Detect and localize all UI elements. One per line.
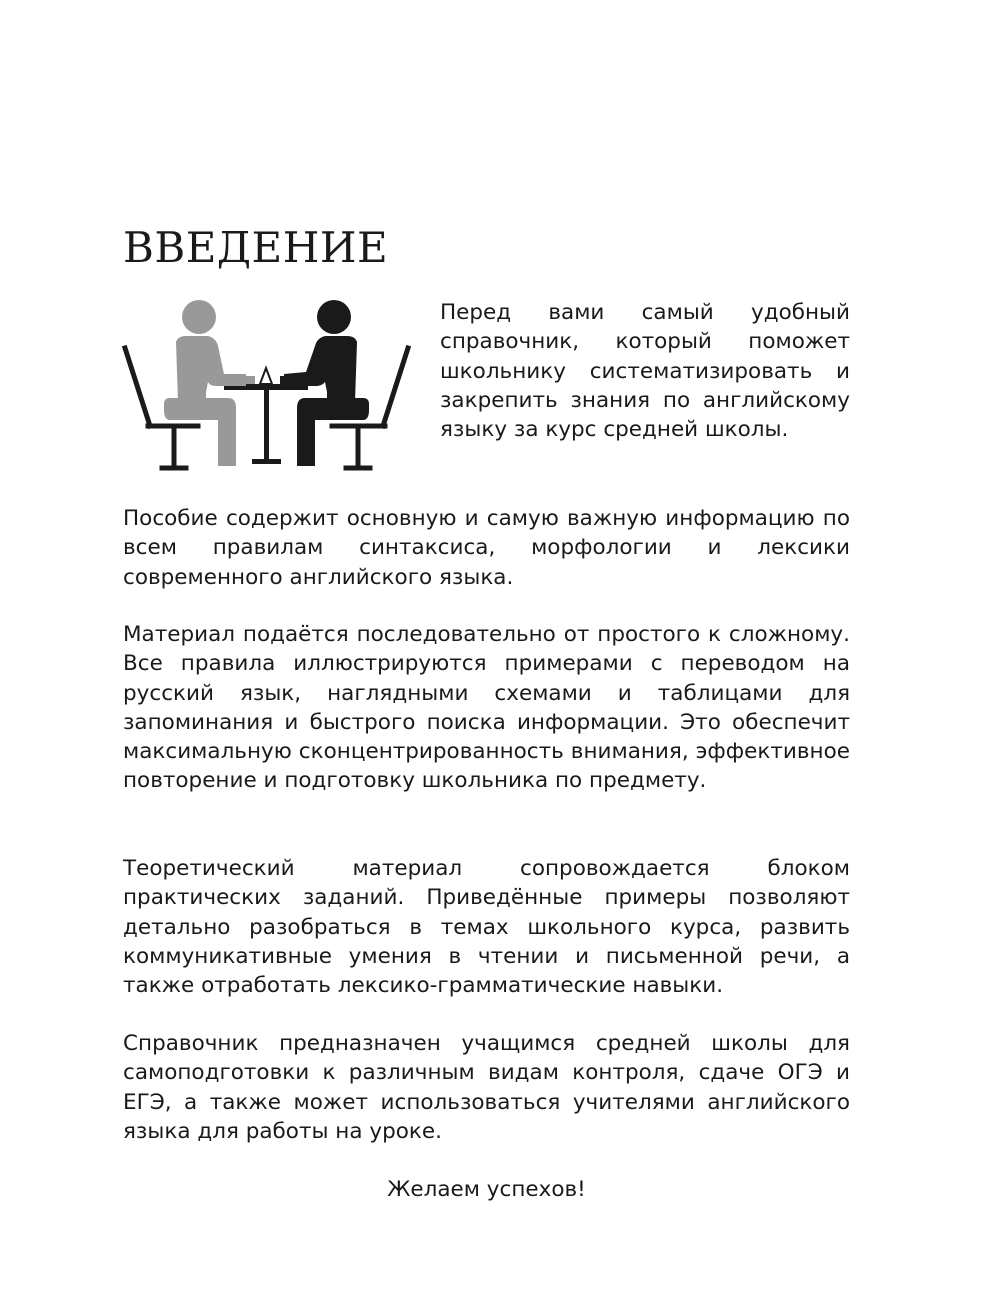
- intro-paragraph: Перед вами самый удобный справочник, который поможет школьнику систематизировать и закрепить знания по английскому языку за курс средней школы.: [440, 300, 850, 443]
- paragraph-2: Материал подаётся последовательно от простого к сложному. Все правила иллюстрируются примерами с переводом на русский язык, наглядными схемами и таблицами для запоминания и быстрого поиска информации. Это обеспечит максимальную сконцентрированность внимания, эффективное повторение и подготовку школьника по предмету.: [123, 622, 850, 794]
- paragraph-4: Справочник предназначен учащимся средней школы для самоподготовки к различным видам контроля, сдаче ОГЭ и ЕГЭ, а также может использоваться учителями английского языка для работы на уроке.: [123, 1031, 850, 1144]
- paragraph-3: Теоретический материал сопровождается блоком практических заданий. Приведённые примеры позволяют детально разобраться в темах школьного курса, развить коммуникативные умения в чтении и письменной речи, а также отработать лексико-грамматические навыки.: [123, 856, 850, 999]
- page-title: ВВЕДЕНИЕ: [123, 223, 389, 272]
- two-people-at-table-icon: [120, 298, 415, 478]
- paragraph-1: Пособие содержит основную и самую важную информацию по всем правилам синтаксиса, морфологии и лексики современного английского языка.: [123, 506, 850, 590]
- closing-line: Желаем успехов!: [387, 1177, 586, 1202]
